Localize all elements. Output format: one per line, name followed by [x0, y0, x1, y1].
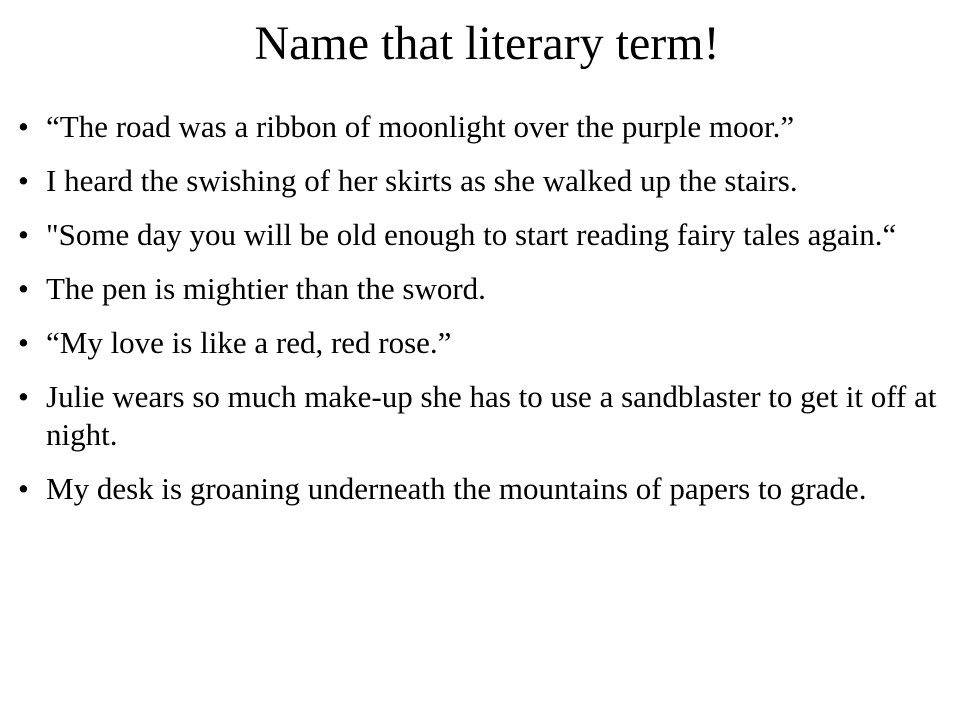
bullet-dot: •	[18, 109, 29, 144]
bullet-text: "Some day you will be old enough to start reading fairy tales again.“	[46, 217, 897, 252]
bullet-text: “The road was a ribbon of moonlight over the purple moor.”	[46, 109, 795, 144]
bullet-dot: •	[18, 471, 29, 506]
bullet-text: My desk is groaning underneath the mountains of papers to grade.	[46, 471, 867, 506]
bullet-item-3	[0, 216, 960, 254]
bullet-text: “My love is like a red, red rose.”	[46, 325, 452, 360]
bullet-dot: •	[18, 163, 29, 198]
bullet-dot: •	[18, 379, 29, 414]
bullet-text: The pen is mightier than the sword.	[46, 271, 486, 306]
bullet-item-1	[0, 108, 960, 146]
bullet-item-6	[0, 378, 960, 454]
bullet-text: I heard the swishing of her skirts as she walked up the stairs.	[46, 163, 798, 198]
bullet-dot: •	[18, 217, 29, 252]
bullet-text: Julie wears so much make-up she has to use a sandblaster to get it off at night.	[46, 379, 937, 452]
slide-title: Name that literary term!	[254, 17, 720, 70]
bullet-item-4	[0, 270, 960, 308]
bullet-dot: •	[18, 271, 29, 306]
bullet-item-2	[0, 162, 960, 200]
bullet-item-7	[0, 470, 960, 508]
bullet-dot: •	[18, 325, 29, 360]
bullet-list	[0, 108, 960, 524]
bullet-item-5	[0, 324, 960, 362]
